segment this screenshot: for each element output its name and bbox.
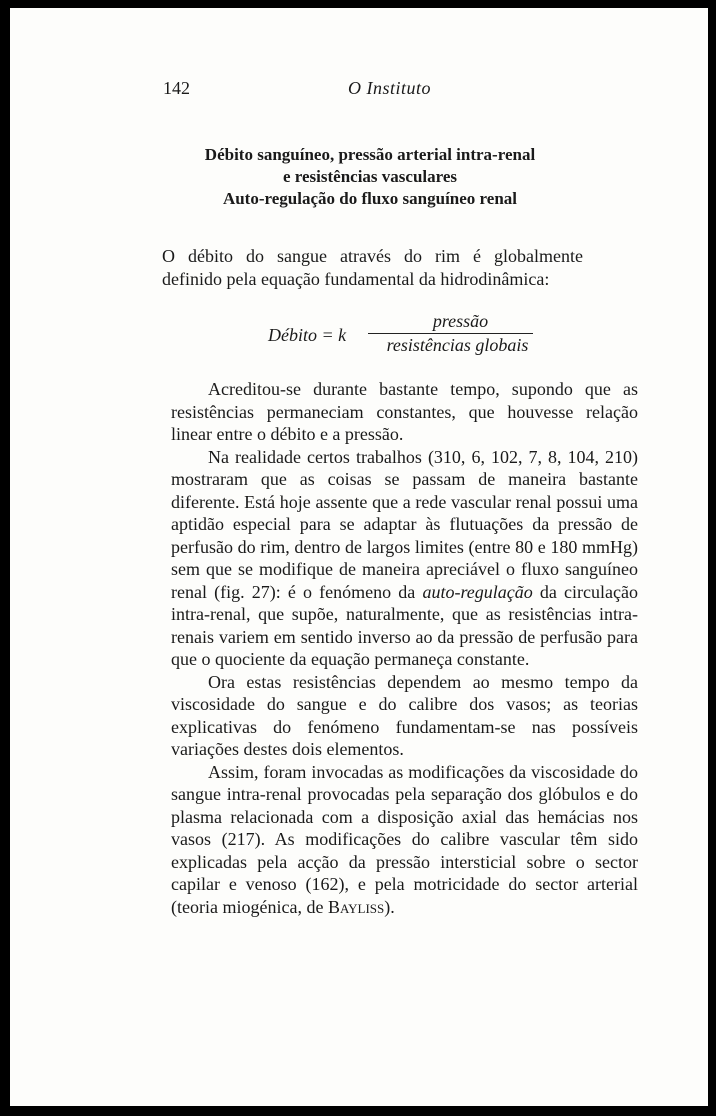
paragraph-text: Na realidade certos trabalhos (310, 6, 102, 7, 8, 104, 210) mostraram que as coisas se passam de maneira bastante diferente. Está hoje assente que a rede vascular renal possui uma aptidão especial para se adaptar às flutuações da pressão de perfusão do rim, dentro de largos limites (entre 80 e 180 mmHg) sem que se modifique de maneira apreciável o fluxo sanguíneo renal (fig. 27): é o fenómeno da xyxy=(171,446,638,602)
equation-lhs: Débito = k xyxy=(268,325,347,345)
paragraph: Acreditou-se durante bastante tempo, supondo que as resistências permaneciam constantes, que houvesse relação linear entre o débito e a pressão. xyxy=(171,379,638,444)
section-title-line: Débito sanguíneo, pressão arterial intra-renal xyxy=(204,145,536,164)
paragraph-text: ). xyxy=(384,896,395,917)
paragraph: Ora estas resistências dependem ao mesmo tempo da viscosidade do sangue e do calibre dos vasos; as teorias explicativas do fenómeno fundamentam-se nas possíveis variações destes dois elementos. xyxy=(171,671,638,759)
intro-paragraph xyxy=(162,245,583,291)
paragraph-text: da circulação intra-renal, que supõe, naturalmente, que as resistências intra-renais variem em sentido inverso ao da pressão de perfusão para que o quociente da equação permaneça constante. xyxy=(171,581,638,669)
intro-line: definido pela equação fundamental da hidrodinâmica: xyxy=(162,269,550,289)
paragraph-text: Assim, foram invocadas as modificações da viscosidade do sangue intra-renal provocadas pela separação dos glóbulos e do plasma relacionada com a disposição axial das hemácias nos vasos (217). As modificações do calibre vascular têm sido explicadas pela acção da pressão intersticial sobre o sector capilar e venoso (162), e pela motricidade do sector arterial (teoria miogénica, de xyxy=(171,761,638,917)
paragraph xyxy=(171,761,638,919)
equation-fraction xyxy=(368,310,533,356)
page-number: 142 xyxy=(163,78,190,98)
author-name: Bayliss xyxy=(327,896,385,917)
section-title-line: Auto-regulação do fluxo sanguíneo renal xyxy=(222,189,518,208)
section-title-line: e resistências vasculares xyxy=(282,167,458,186)
section-title xyxy=(160,144,580,210)
body-text xyxy=(171,378,638,918)
intro-line: O débito do sangue através do rim é globalmente xyxy=(162,246,583,266)
running-title: O Instituto xyxy=(348,78,432,98)
equation-numerator: pressão xyxy=(432,311,489,331)
paragraph xyxy=(171,446,638,671)
equation-denominator: resistências globais xyxy=(386,335,529,355)
book-page xyxy=(10,8,708,1106)
emphasis-term: auto-regulação xyxy=(422,581,533,602)
flow-equation xyxy=(268,310,568,370)
page-header xyxy=(163,78,581,108)
